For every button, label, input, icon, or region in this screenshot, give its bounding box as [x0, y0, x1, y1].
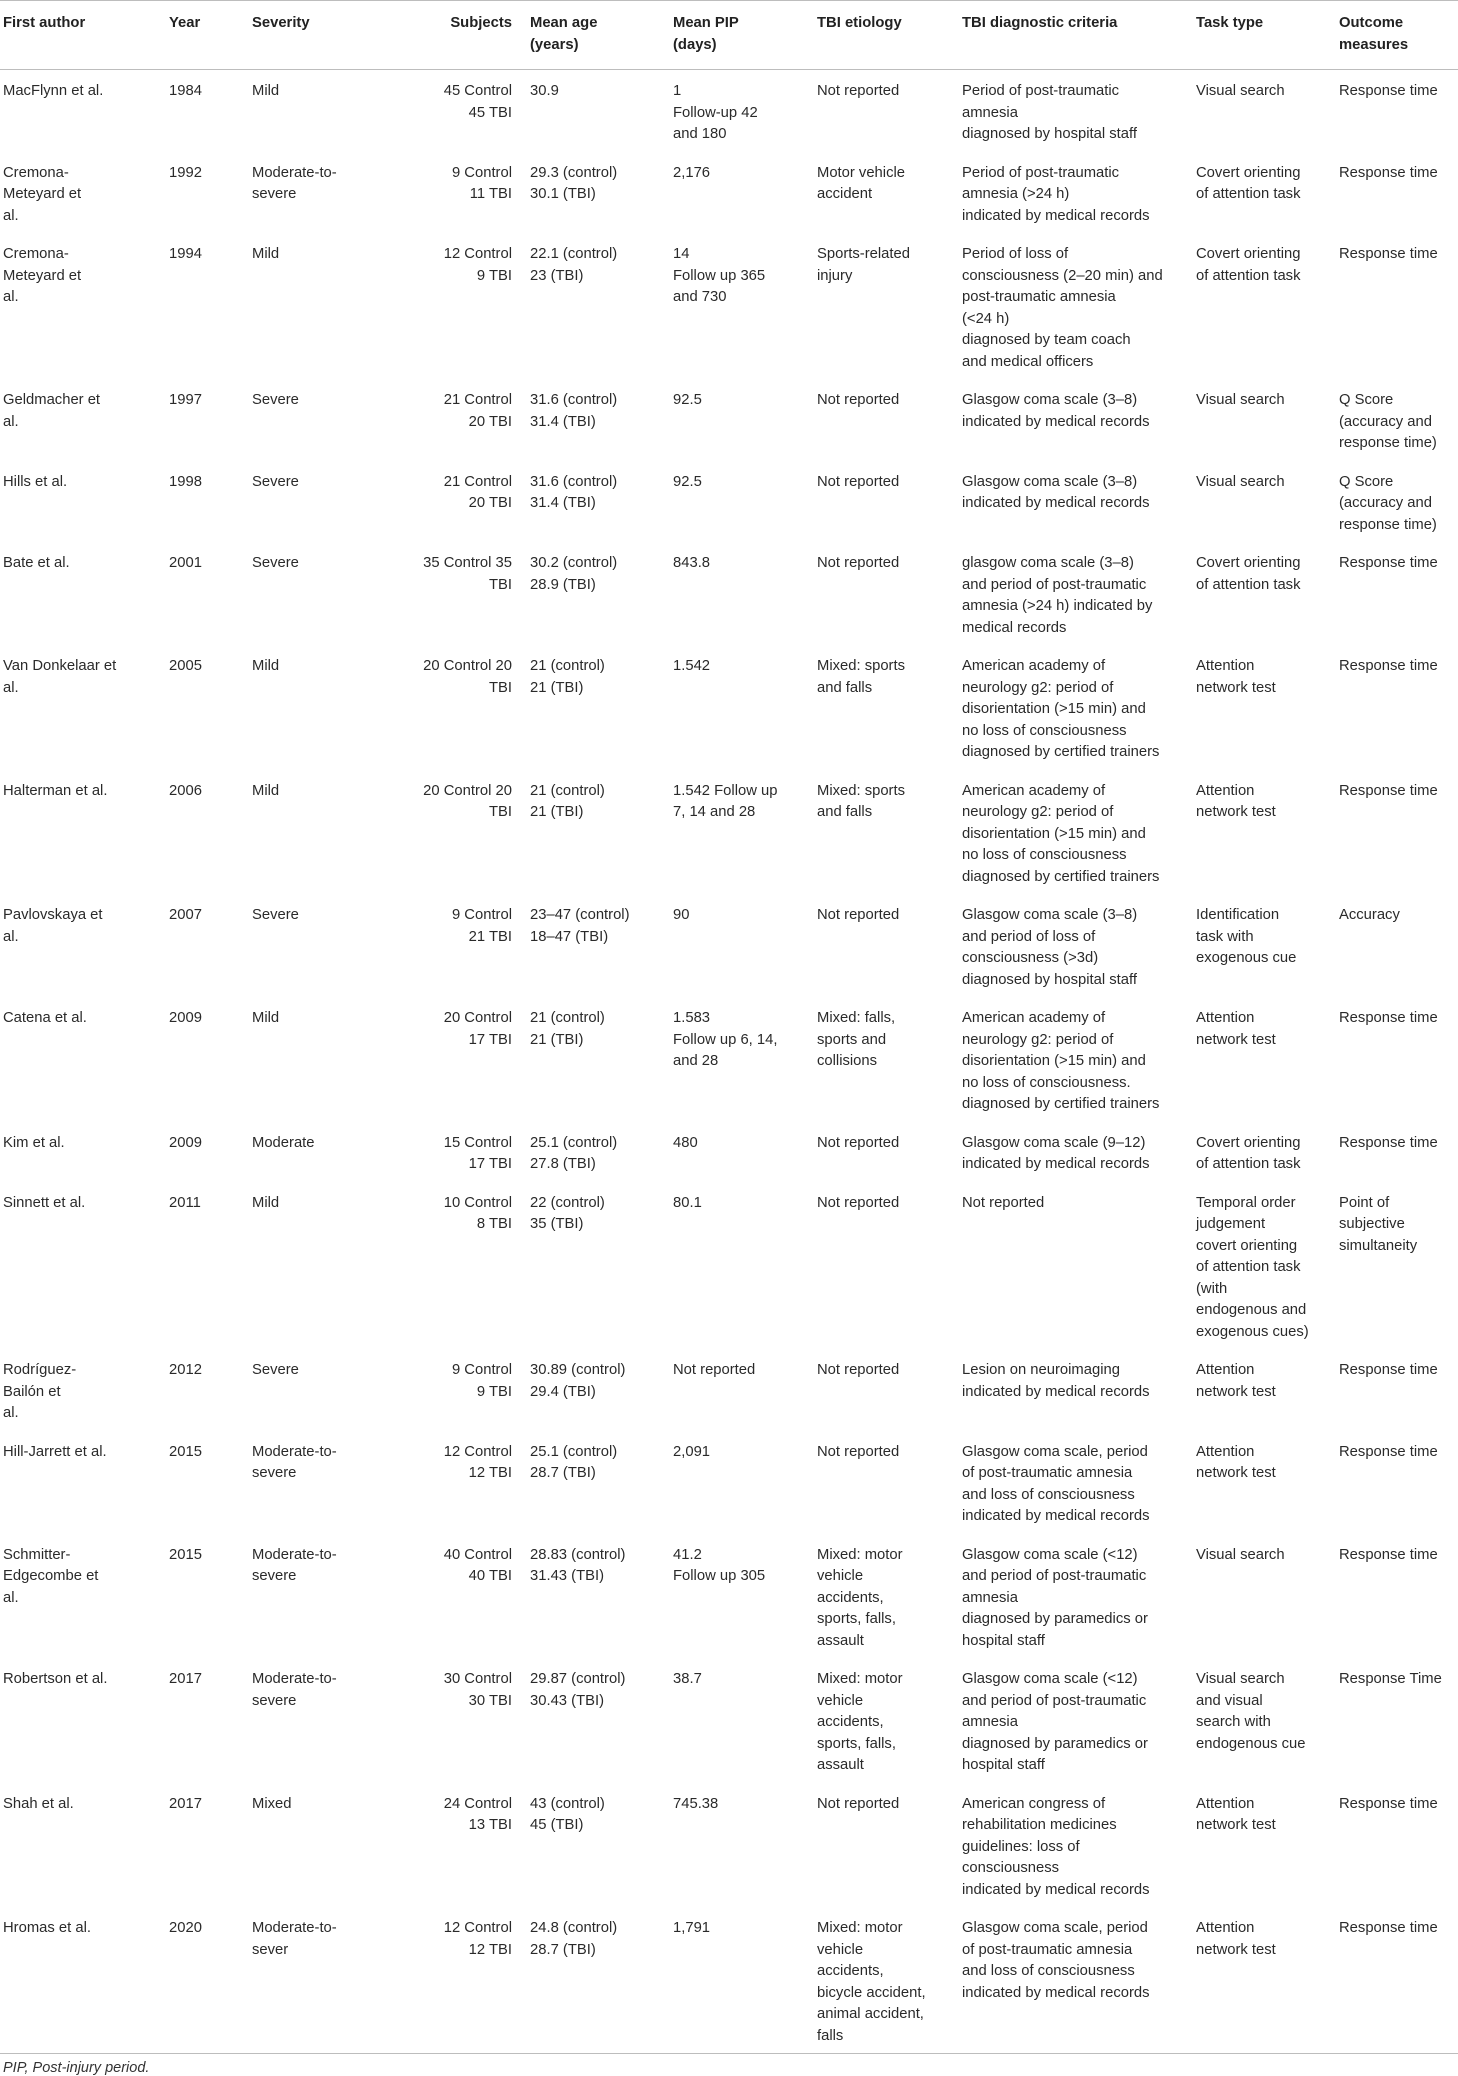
column-header-tbi-etiology: TBI etiology	[817, 1, 962, 70]
cell-year: 2012	[169, 1362, 202, 1378]
cell-mean-age: 21 (control) 21 (TBI)	[530, 658, 605, 696]
cell-subjects: 40 Control 40 TBI	[443, 1546, 512, 1584]
cell-tbi-diagnostic-criteria: American congress of rehabilitation medicines guidelines: loss of consciousness indicated by medical records	[962, 1795, 1150, 1898]
cell-tbi-etiology: Mixed: motor vehicle accidents, sports, falls, assault	[817, 1671, 903, 1773]
cell-first-author: Hills et al.	[3, 473, 68, 490]
cell-first-author: Cremona- Meteyard et al.	[3, 246, 82, 305]
column-header-tbi-diagnostic-criteria: TBI diagnostic criteria	[962, 1, 1196, 70]
cell-severity: Moderate-to- sever	[252, 1907, 386, 2054]
cell-subjects: 21 Control 20 TBI	[443, 473, 512, 511]
cell-year: 1992	[169, 164, 202, 181]
cell-tbi-etiology: Not reported	[817, 1795, 900, 1812]
cell-tbi-etiology: Not reported	[817, 555, 900, 571]
cell-mean-pip: 92.5	[673, 392, 702, 408]
column-header-mean-age: Mean age (years)	[530, 1, 673, 70]
table-header-row	[0, 1, 1458, 70]
cell-tbi-etiology: Mixed: sports and falls	[817, 782, 905, 820]
cell-tbi-etiology: Mixed: falls, sports and collisions	[817, 1010, 896, 1069]
cell-mean-pip: 1.542 Follow up 7, 14 and 28	[673, 782, 778, 820]
cell-mean-age: 22.1 (control) 23 (TBI)	[530, 246, 618, 284]
cell-task-type: Attention network test	[1196, 1795, 1276, 1833]
cell-first-author: Kim et al.	[3, 1134, 65, 1151]
cell-mean-pip: 90	[673, 907, 690, 923]
cell-tbi-diagnostic-criteria: Glasgow coma scale (<12) and period of post-traumatic amnesia diagnosed by paramedics or hospital staff	[962, 1546, 1148, 1649]
cell-subjects: 15 Control 17 TBI	[443, 1134, 512, 1172]
cell-year: 1994	[169, 246, 202, 262]
table-footnote: PIP, Post-injury period.	[3, 2060, 150, 2076]
cell-year: 1998	[169, 473, 202, 490]
cell-subjects: 12 Control 12 TBI	[386, 1907, 530, 2054]
cell-severity: Mixed	[252, 1795, 292, 1812]
cell-severity: Severe	[252, 1362, 299, 1378]
cell-severity: Moderate	[252, 1134, 315, 1151]
cell-mean-age: 22 (control) 35 (TBI)	[530, 1194, 605, 1232]
cell-mean-pip: 1,791	[673, 1907, 817, 2054]
column-header-outcome-measures: Outcome measures	[1339, 1, 1458, 70]
cell-tbi-etiology: Not reported	[817, 83, 900, 99]
cell-mean-age: 30.9	[530, 83, 559, 99]
cell-mean-pip: 38.7	[673, 1671, 702, 1687]
cell-mean-age: 21 (control) 21 (TBI)	[530, 782, 605, 820]
cell-tbi-diagnostic-criteria: Glasgow coma scale (<12) and period of post-traumatic amnesia diagnosed by paramedics or hospital staff	[962, 1671, 1148, 1773]
cell-outcome-measures: Response time	[1339, 1795, 1438, 1812]
cell-severity: Mild	[252, 1194, 280, 1211]
column-header-severity: Severity	[252, 1, 386, 70]
cell-tbi-etiology: Not reported	[817, 1134, 900, 1151]
cell-subjects: 9 Control 9 TBI	[451, 1362, 512, 1400]
cell-year: 2006	[169, 782, 202, 799]
cell-outcome-measures: Response time	[1339, 1907, 1458, 2054]
cell-task-type: Covert orienting of attention task	[1196, 164, 1301, 202]
cell-mean-pip: 41.2 Follow up 305	[673, 1546, 766, 1584]
cell-outcome-measures: Response time	[1339, 1546, 1438, 1563]
cell-task-type: Temporal order judgement covert orienting of attention task (with endogenous and exogenous cues)	[1196, 1194, 1309, 1340]
cell-year: 2007	[169, 907, 202, 923]
cell-tbi-etiology: Mixed: sports and falls	[817, 658, 905, 696]
table-row	[0, 770, 1458, 895]
cell-tbi-diagnostic-criteria: Glasgow coma scale (3–8) indicated by medical records	[962, 392, 1150, 430]
table-row	[0, 1349, 1458, 1431]
cell-task-type: Visual search and visual search with endogenous cue	[1196, 1671, 1306, 1752]
table-row	[0, 379, 1458, 461]
cell-first-author: Bate et al.	[3, 555, 70, 571]
cell-severity: Severe	[252, 392, 299, 408]
cell-severity: Moderate-to- severe	[252, 1546, 337, 1584]
cell-outcome-measures: Response time	[1339, 555, 1438, 571]
cell-outcome-measures: Response time	[1339, 658, 1438, 674]
cell-subjects: 9 Control 21 TBI	[451, 907, 512, 945]
cell-tbi-diagnostic-criteria: Glasgow coma scale (3–8) indicated by medical records	[962, 473, 1150, 511]
cell-tbi-diagnostic-criteria: American academy of neurology g2: period of disorientation (>15 min) and no loss of consciousness. diagnosed by certified trainers	[962, 1010, 1160, 1112]
cell-tbi-diagnostic-criteria: Period of post-traumatic amnesia (>24 h) indicated by medical records	[962, 164, 1150, 224]
cell-tbi-diagnostic-criteria: Glasgow coma scale, period of post-traumatic amnesia and loss of consciousness indicated by medical records	[962, 1907, 1196, 2054]
cell-first-author: Hromas et al.	[0, 1907, 169, 2054]
cell-mean-age: 31.6 (control) 31.4 (TBI)	[530, 392, 618, 430]
cell-first-author: Geldmacher et al.	[3, 392, 101, 430]
cell-mean-age: 29.3 (control) 30.1 (TBI)	[530, 164, 618, 202]
cell-tbi-diagnostic-criteria: Not reported	[962, 1194, 1045, 1211]
cell-severity: Mild	[252, 658, 280, 674]
cell-tbi-etiology: Not reported	[817, 1362, 900, 1378]
cell-subjects: 12 Control 12 TBI	[443, 1443, 512, 1481]
table-row	[0, 1907, 1458, 2054]
cell-outcome-measures: Q Score (accuracy and response time)	[1339, 392, 1437, 451]
cell-first-author: Pavlovskaya et al.	[3, 907, 103, 945]
cell-severity: Moderate-to- severe	[252, 164, 337, 202]
cell-first-author: Catena et al.	[3, 1010, 87, 1026]
cell-mean-pip: 1 Follow-up 42 and 180	[673, 83, 758, 142]
cell-task-type: Covert orienting of attention task	[1196, 555, 1301, 593]
table-row	[0, 233, 1458, 379]
cell-first-author: Sinnett et al.	[3, 1194, 86, 1211]
cell-task-type: Visual search	[1196, 1546, 1285, 1563]
cell-tbi-etiology: Sports-related injury	[817, 246, 910, 284]
cell-mean-age: 21 (control) 21 (TBI)	[530, 1010, 605, 1048]
cell-year: 1984	[169, 83, 202, 99]
cell-tbi-etiology: Motor vehicle accident	[817, 164, 905, 202]
table-row	[0, 1431, 1458, 1534]
cell-subjects: 35 Control 35 TBI	[423, 555, 512, 593]
cell-mean-pip: 14 Follow up 365 and 730	[673, 246, 766, 305]
cell-tbi-etiology: Not reported	[817, 392, 900, 408]
cell-task-type: Covert orienting of attention task	[1196, 246, 1301, 284]
cell-severity: Mild	[252, 782, 280, 799]
cell-task-type: Visual search	[1196, 473, 1285, 490]
table-row	[0, 461, 1458, 543]
column-header-year: Year	[169, 1, 252, 70]
cell-year: 2015	[169, 1546, 202, 1563]
cell-outcome-measures: Response time	[1339, 782, 1438, 799]
cell-tbi-diagnostic-criteria: Glasgow coma scale (9–12) indicated by medical records	[962, 1134, 1150, 1172]
column-header-mean-pip: Mean PIP (days)	[673, 1, 817, 70]
cell-outcome-measures: Response Time	[1339, 1671, 1442, 1687]
cell-first-author: Van Donkelaar et al.	[3, 658, 117, 696]
cell-tbi-etiology: Not reported	[817, 907, 900, 923]
cell-task-type: Attention network test	[1196, 1362, 1276, 1400]
cell-mean-age: 29.87 (control) 30.43 (TBI)	[530, 1671, 626, 1709]
cell-subjects: 20 Control 17 TBI	[443, 1010, 512, 1048]
cell-subjects: 20 Control 20 TBI	[423, 658, 512, 696]
table-row	[0, 1534, 1458, 1659]
cell-mean-pip: 745.38	[673, 1795, 719, 1812]
table-row	[0, 1122, 1458, 1182]
cell-mean-age: 23–47 (control) 18–47 (TBI)	[530, 907, 630, 945]
cell-tbi-diagnostic-criteria: Period of post-traumatic amnesia diagnosed by hospital staff	[962, 83, 1137, 142]
cell-severity: Severe	[252, 555, 299, 571]
cell-task-type: Attention network test	[1196, 1907, 1339, 2054]
cell-mean-age: 31.6 (control) 31.4 (TBI)	[530, 473, 618, 511]
cell-first-author: MacFlynn et al.	[3, 83, 104, 99]
cell-year: 1997	[169, 392, 202, 408]
cell-year: 2020	[169, 1907, 252, 2054]
table-row	[0, 1182, 1458, 1350]
cell-severity: Severe	[252, 907, 299, 923]
cell-severity: Mild	[252, 83, 280, 99]
cell-outcome-measures: Response time	[1339, 1134, 1438, 1151]
cell-mean-pip: 80.1	[673, 1194, 702, 1211]
cell-severity: Mild	[252, 1010, 280, 1026]
cell-mean-pip: 92.5	[673, 473, 702, 490]
cell-subjects: 30 Control 30 TBI	[443, 1671, 512, 1709]
cell-tbi-etiology: Mixed: motor vehicle accidents, bicycle accident, animal accident, falls	[817, 1907, 962, 2054]
cell-year: 2005	[169, 658, 202, 674]
cell-outcome-measures: Response time	[1339, 83, 1438, 99]
table-row	[0, 542, 1458, 645]
cell-task-type: Attention network test	[1196, 782, 1276, 820]
cell-first-author: Cremona- Meteyard et al.	[3, 164, 82, 224]
table-row	[0, 152, 1458, 234]
cell-mean-age: 30.2 (control) 28.9 (TBI)	[530, 555, 618, 593]
cell-mean-age: 43 (control) 45 (TBI)	[530, 1795, 605, 1833]
table-row	[0, 645, 1458, 770]
cell-year: 2017	[169, 1795, 202, 1812]
cell-subjects: 9 Control 11 TBI	[451, 164, 512, 202]
cell-mean-age: 30.89 (control) 29.4 (TBI)	[530, 1362, 626, 1400]
cell-task-type: Attention network test	[1196, 658, 1276, 696]
cell-first-author: Rodríguez- Bailón et al.	[3, 1362, 77, 1421]
cell-task-type: Attention network test	[1196, 1010, 1276, 1048]
cell-tbi-diagnostic-criteria: Glasgow coma scale, period of post-traumatic amnesia and loss of consciousness indicated by medical records	[962, 1443, 1150, 1524]
cell-tbi-etiology: Mixed: motor vehicle accidents, sports, falls, assault	[817, 1546, 903, 1649]
cell-mean-pip: 1.583 Follow up 6, 14, and 28	[673, 1010, 778, 1069]
table-row	[0, 997, 1458, 1122]
cell-subjects: 20 Control 20 TBI	[423, 782, 512, 820]
cell-outcome-measures: Q Score (accuracy and response time)	[1339, 473, 1437, 533]
cell-tbi-diagnostic-criteria: American academy of neurology g2: period of disorientation (>15 min) and no loss of consciousness diagnosed by certified trainers	[962, 782, 1160, 885]
cell-subjects: 24 Control 13 TBI	[443, 1795, 512, 1833]
table-body	[0, 70, 1458, 2054]
cell-task-type: Attention network test	[1196, 1443, 1276, 1481]
cell-mean-age: 25.1 (control) 27.8 (TBI)	[530, 1134, 618, 1172]
cell-mean-pip: 2,176	[673, 164, 711, 181]
cell-severity: Mild	[252, 246, 280, 262]
cell-tbi-diagnostic-criteria: American academy of neurology g2: period of disorientation (>15 min) and no loss of consciousness diagnosed by certified trainers	[962, 658, 1160, 760]
cell-first-author: Shah et al.	[3, 1795, 74, 1812]
cell-tbi-diagnostic-criteria: Glasgow coma scale (3–8) and period of loss of consciousness (>3d) diagnosed by hospital staff	[962, 907, 1138, 988]
cell-subjects: 12 Control 9 TBI	[443, 246, 512, 284]
cell-year: 2011	[169, 1194, 201, 1211]
cell-year: 2017	[169, 1671, 202, 1687]
cell-severity: Severe	[252, 473, 299, 490]
cell-outcome-measures: Response time	[1339, 1010, 1438, 1026]
cell-severity: Moderate-to- severe	[252, 1443, 337, 1481]
column-header-task-type: Task type	[1196, 1, 1339, 70]
cell-first-author: Schmitter- Edgecombe et al.	[3, 1546, 99, 1606]
cell-mean-age: 28.83 (control) 31.43 (TBI)	[530, 1546, 626, 1584]
table-row	[0, 70, 1458, 152]
cell-tbi-diagnostic-criteria: glasgow coma scale (3–8) and period of post-traumatic amnesia (>24 h) indicated by medical records	[962, 555, 1153, 636]
cell-first-author: Robertson et al.	[3, 1671, 108, 1687]
cell-mean-age: 24.8 (control) 28.7 (TBI)	[530, 1907, 673, 2054]
cell-tbi-diagnostic-criteria: Lesion on neuroimaging indicated by medical records	[962, 1362, 1150, 1400]
cell-mean-pip: Not reported	[673, 1362, 756, 1378]
cell-mean-pip: 2,091	[673, 1443, 711, 1460]
cell-subjects: 10 Control 8 TBI	[443, 1194, 512, 1232]
cell-outcome-measures: Response time	[1339, 164, 1438, 181]
cell-task-type: Covert orienting of attention task	[1196, 1134, 1301, 1172]
cell-mean-pip: 843.8	[673, 555, 711, 571]
cell-year: 2015	[169, 1443, 202, 1460]
table-row	[0, 1658, 1458, 1783]
cell-tbi-etiology: Not reported	[817, 1443, 900, 1460]
cell-year: 2001	[169, 555, 202, 571]
cell-outcome-measures: Response time	[1339, 1362, 1438, 1378]
cell-outcome-measures: Accuracy	[1339, 907, 1400, 923]
cell-outcome-measures: Point of subjective simultaneity	[1339, 1194, 1418, 1254]
cell-mean-age: 25.1 (control) 28.7 (TBI)	[530, 1443, 618, 1481]
cell-task-type: Identification task with exogenous cue	[1196, 907, 1297, 966]
cell-outcome-measures: Response time	[1339, 1443, 1438, 1460]
cell-year: 2009	[169, 1010, 202, 1026]
cell-tbi-etiology: Not reported	[817, 1194, 900, 1211]
cell-subjects: 21 Control 20 TBI	[443, 392, 512, 430]
cell-tbi-etiology: Not reported	[817, 473, 900, 490]
cell-subjects: 45 Control 45 TBI	[443, 83, 512, 121]
cell-mean-pip: 1.542	[673, 658, 711, 674]
table-row	[0, 894, 1458, 997]
cell-task-type: Visual search	[1196, 83, 1285, 99]
cell-mean-pip: 480	[673, 1134, 698, 1151]
cell-outcome-measures: Response time	[1339, 246, 1438, 262]
cell-severity: Moderate-to- severe	[252, 1671, 337, 1709]
column-header-subjects: Subjects	[386, 1, 530, 70]
cell-tbi-diagnostic-criteria: Period of loss of consciousness (2–20 min) and post-traumatic amnesia (<24 h) diagnosed by team coach and medical officers	[962, 246, 1163, 370]
cell-year: 2009	[169, 1134, 202, 1151]
table-row	[0, 1783, 1458, 1908]
column-header-first-author: First author	[0, 1, 169, 70]
cell-task-type: Visual search	[1196, 392, 1285, 408]
cell-first-author: Hill-Jarrett et al.	[3, 1443, 107, 1460]
cell-first-author: Halterman et al.	[3, 782, 108, 799]
